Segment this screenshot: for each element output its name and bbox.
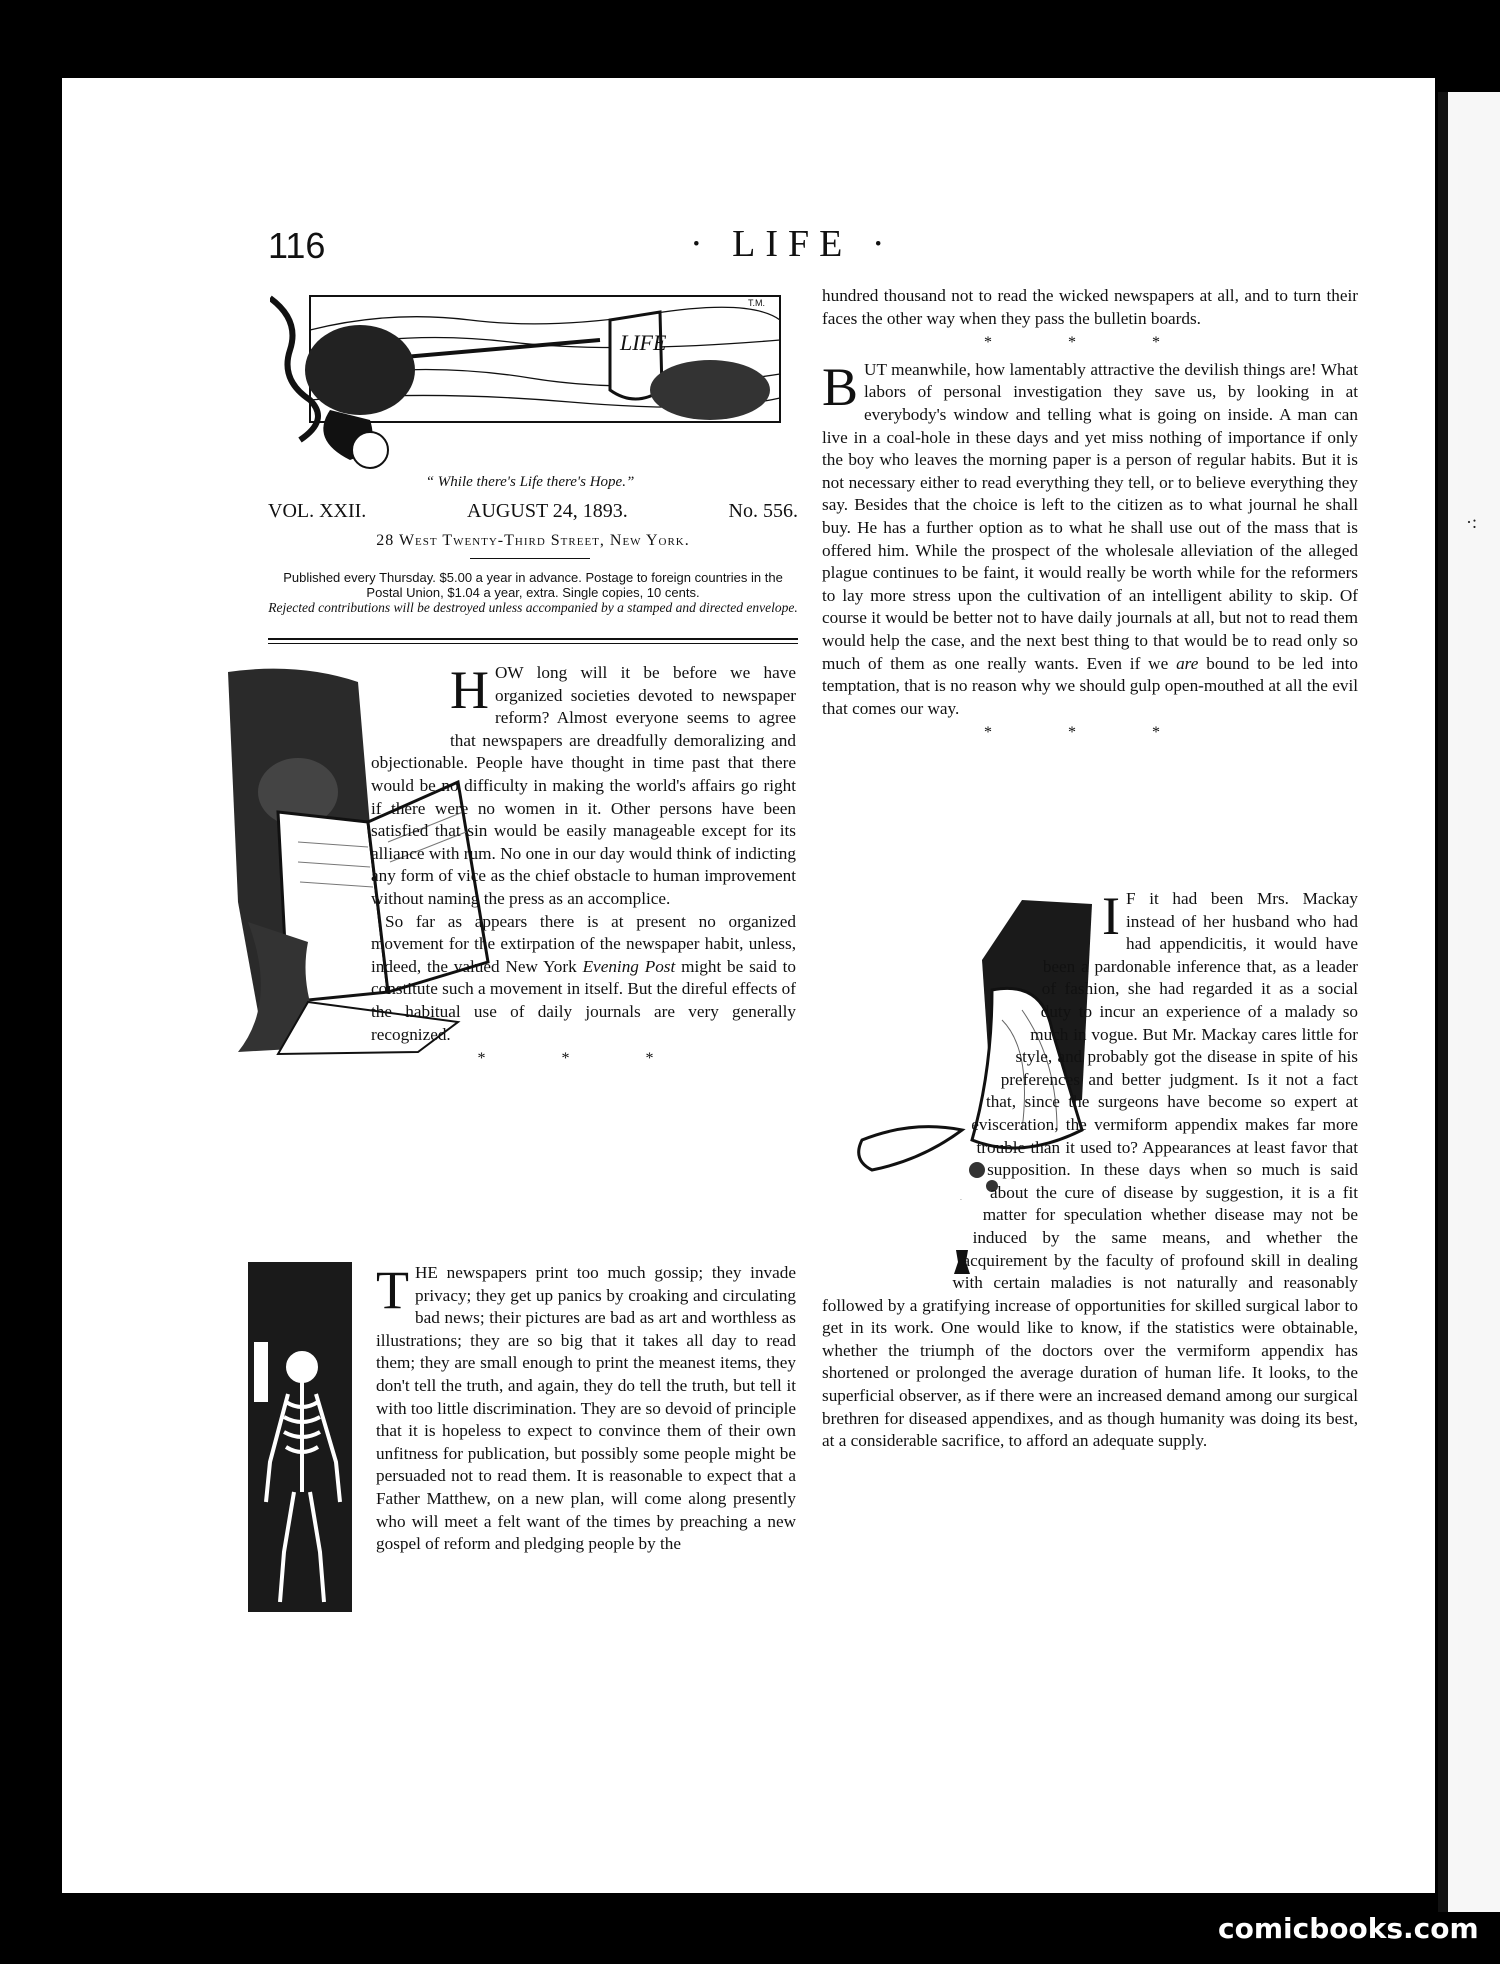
address: 28 West Twenty-Third Street, New York. — [376, 532, 690, 549]
paragraph-text: might be said to constitute such a movement in itself. But the direful effects of the habitual use of daily journals are very generally recognized. — [371, 956, 797, 1044]
left-column-article-2 — [376, 1262, 796, 1556]
drop-cap: H — [450, 660, 489, 720]
short-rule — [470, 558, 590, 559]
issue-number: No. 556. — [728, 500, 798, 522]
article-paragraph: hundred thousand not to read the wicked newspapers at all, and to turn their faces the other way when they pass the bulletin boards. — [822, 286, 1358, 328]
section-stars: * * * — [984, 724, 1196, 742]
page-number: 116 — [268, 225, 326, 266]
emphasis-text: are — [1176, 653, 1199, 673]
publication-title: Evening Post — [582, 956, 676, 976]
adjacent-page-edge — [1438, 92, 1500, 1912]
banner-illustration — [270, 290, 790, 470]
section-stars: * * * — [477, 1050, 690, 1068]
watermark: comicbooks.com — [1218, 1912, 1479, 1945]
banner-signature: T.M. — [748, 298, 765, 308]
magazine-masthead: · LIFE · — [690, 223, 895, 265]
article-paragraph — [376, 1262, 796, 1556]
edge-mark: ·: — [1466, 512, 1477, 532]
motto: “ While there's Life there's Hope.” — [425, 474, 635, 490]
drop-cap: B — [822, 356, 859, 417]
paragraph-text: F it had been Mrs. Mackay instead of her husband who had had appendicitis, it would have been a pardonable inference that, as a leader of fashion, she had regarded it as a social duty to incur an experience of a malady so much in vogue. But Mr. Mackay cares little for style, and probably got the disease in spite of his preferences and better judgment. Is it not a fact that, since the surgeons have become so expert at evisceration, the vermiform appendix makes far more trouble than it used to? Appearances at least favor that supposition. In these days when so much is said about the cure of disease by suggestion, it is a fit matter for speculation whether disease may not be induced by the same means, and whether the acquirement by the faculty of profound skill in dealing with certain maladies is not naturally and reasonably followed by a gratifying increase of opportunities for skilled surgical labor to get in its work. One would like to know, if the statistics were obtainable, whether the triumph of the doctors over the vermiform appendix has shortened or prolonged the average duration of human life. It looks, to the superficial observer, as if there were an increased demand among our surgical brethren for diseased appendixes, and as though humanity was doing its best, at a considerable sacrifice, to afford an adequate supply. — [822, 889, 1358, 1451]
issue-date: AUGUST 24, 1893. — [467, 500, 628, 522]
publication-note: Published every Thursday. $5.00 a year in advance. Postage to foreign countries in the Postal Union, $1.04 a year, extra. Single copies, 10 cents. — [283, 570, 783, 600]
volume: VOL. XXII. — [268, 500, 367, 522]
right-column-article-2 — [822, 888, 1358, 1453]
publication-info — [268, 570, 798, 615]
paragraph-text: So far as appears there is at present no organized movement for the extirpation of the newspaper habit, unless, indeed, the valued New York — [371, 911, 796, 976]
article-paragraph — [822, 356, 1358, 721]
left-column-article-1 — [262, 662, 796, 1075]
paragraph-text: OW long will it be before we have organized societies devoted to newspaper reform? Almost everyone seems to agree that newspapers are dreadfully demoralizing and objectionable. People have thought in time past that there would be no difficulty in making the world's affairs go right if there were no women in it. Other persons have been satisfied that sin would be easily manageable except for its alliance with rum. No one in our day would think of indicting any form of vice as the chief obstacle to human improvement without naming the press as an accomplice. — [371, 663, 796, 908]
drop-cap: T — [376, 1260, 409, 1320]
banner-shield-label: LIFE — [620, 330, 667, 355]
paragraph-text: HE newspapers print too much gossip; they invade privacy; they get up panics by croaking and circulating bad news; their pictures are bad as art and worthless as illustrations; they are so big that it takes all day to read them; they are small enough to print the meanest items, they don't tell the truth, and again, they do tell the truth, but tell it with too little discrimination. They are so devoid of principle that it is hopeless to expect to convince them of their own unfitness for publication, but possibly some people might be persuaded not to read them. It is reasonable to expect that a Father Matthew, on a new plan, will come along presently who will meet a felt want of the times by preaching a new gospel of reform and pledging people by the — [376, 1263, 796, 1554]
volume-line — [268, 500, 798, 523]
paragraph-text: UT meanwhile, how lamentably attractive the devilish things are! What labors of personal investigation they save us, by looking in at everybody's window and telling what is going on inside. A man can live in a coal-hole in these days and yet miss nothing of importance if only the boy who leaves the morning paper is a person of regular habits. But it is not necessary either to read everything they tell, or to believe everything they say. Besides that the choice is left to the citizen as to what journal he shall buy. He has a further option as to what he shall use out of the mass that is offered him. While the prospect of the wholesale alleviation of the alleged plague continues to be faint, it would really be worth while for the reformers to lay more stress upon the cultivation of an intelligent ability to skip. Of course it would be better not to have daily journals at all, but not to read them would help the case, and the next best thing to that would be to read only so much of them as one really wants. Even if we — [822, 359, 1358, 673]
paragraph-text: bound to be led into temptation, that is no reason why we should gulp open-mouthed at all the evil that comes our way. — [822, 653, 1358, 718]
drop-cap: I — [1102, 886, 1120, 946]
skeleton-illustration — [248, 1262, 352, 1612]
right-column-article-1 — [822, 285, 1358, 749]
divider-rule-thin — [268, 643, 798, 644]
section-stars: * * * — [984, 334, 1196, 352]
divider-rule — [268, 638, 798, 640]
rejection-note: Rejected contributions will be destroyed unless accompanied by a stamped and directed envelope. — [268, 600, 798, 615]
